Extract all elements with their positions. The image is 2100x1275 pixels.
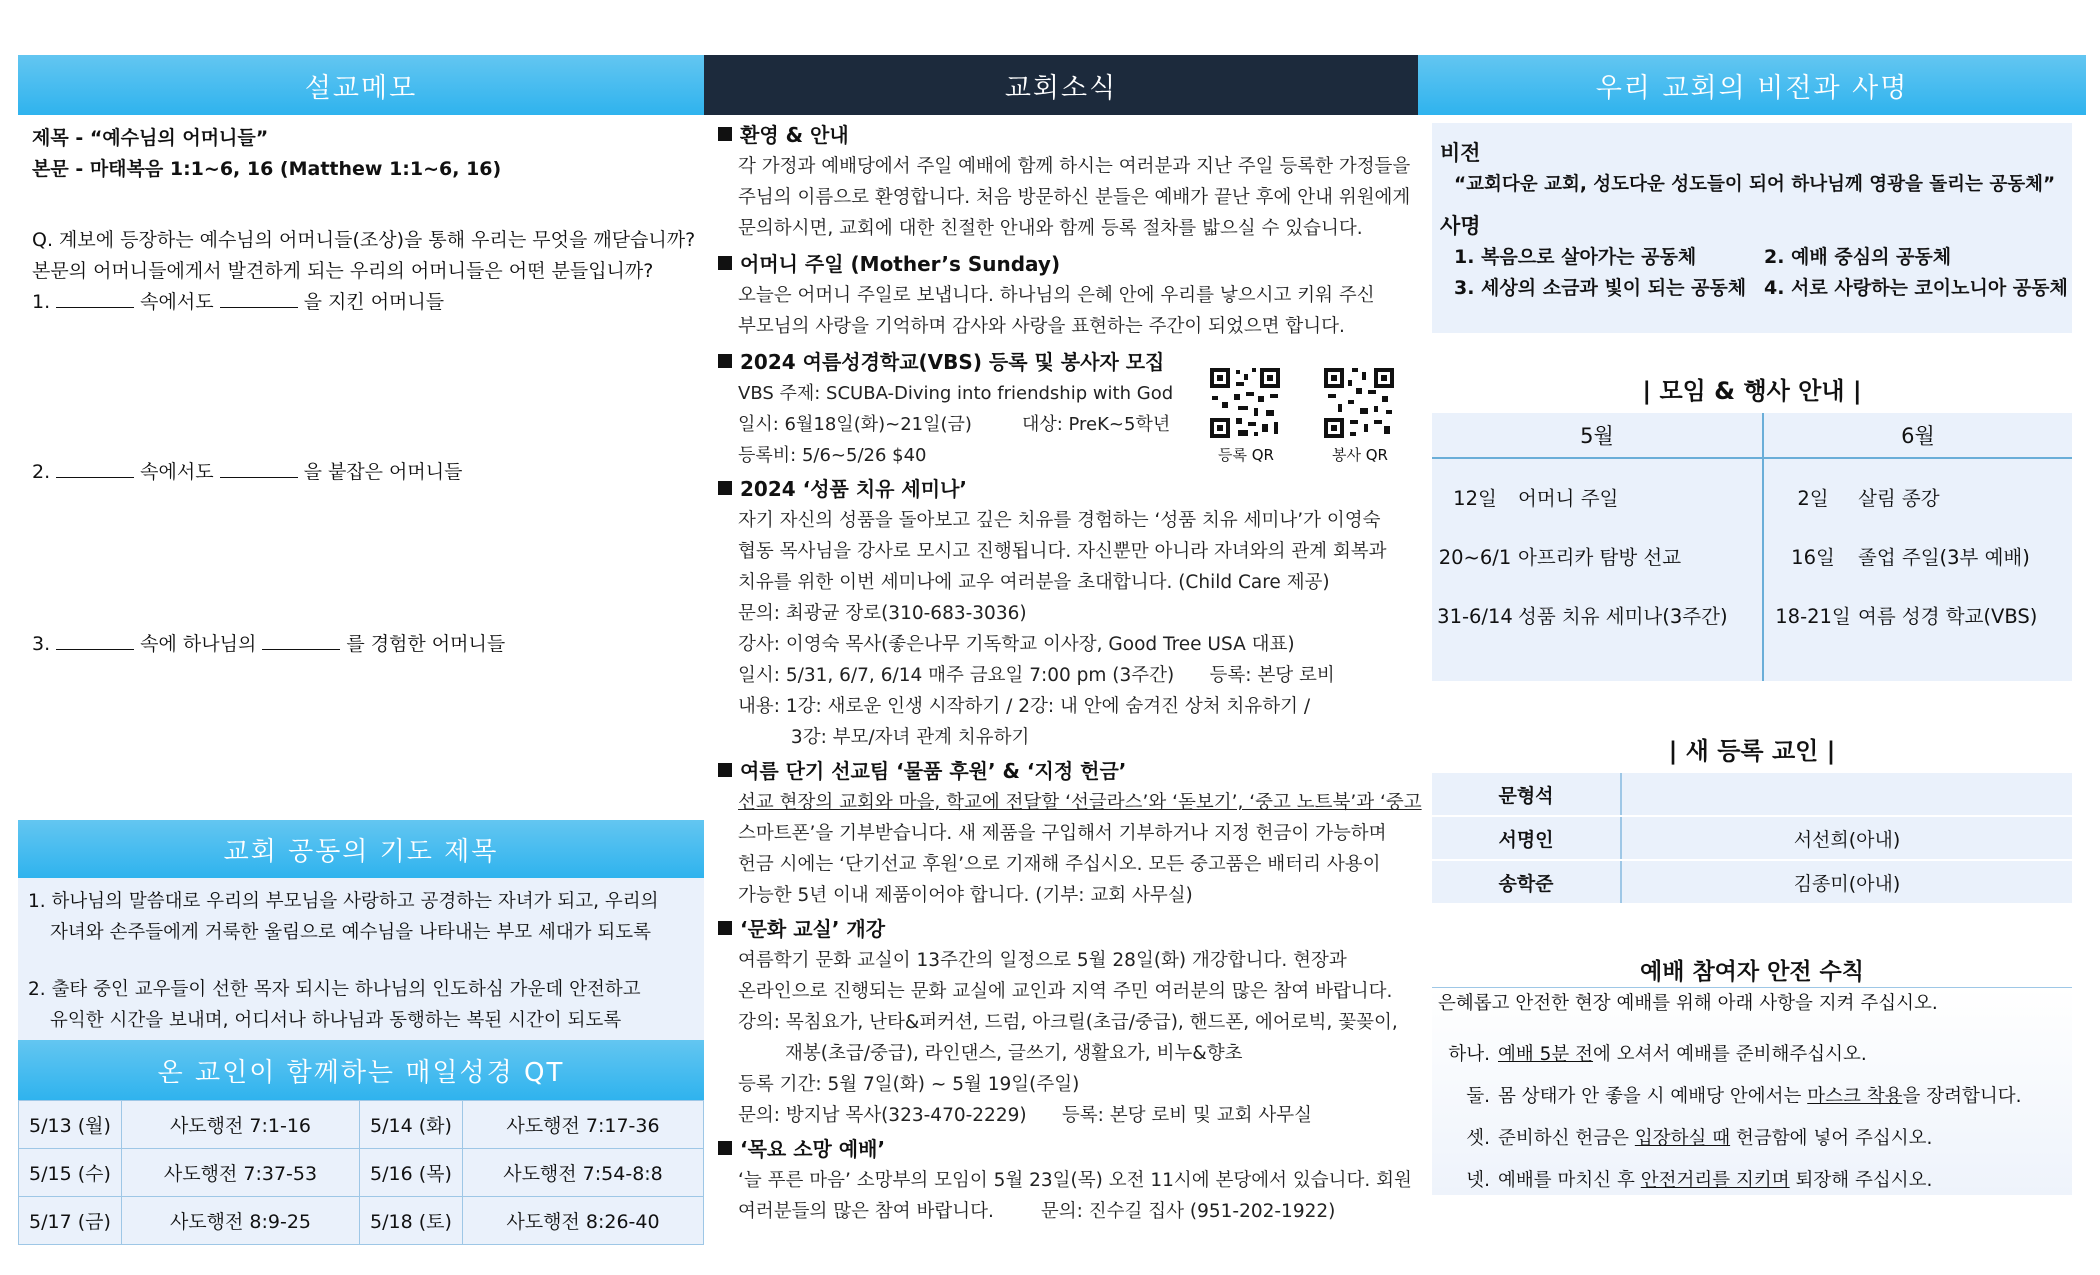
blank-line[interactable]: [262, 631, 340, 650]
qt-section: [18, 1040, 704, 1245]
events-title: | 모임 & 행사 안내 |: [1642, 377, 1862, 405]
blank-line[interactable]: [220, 289, 298, 308]
list-item: 2일 살림 종강: [1797, 487, 1940, 510]
table-row: 문형석: [1432, 773, 2072, 816]
blank-line[interactable]: [56, 459, 134, 478]
table-row: 송학준 김종미(아내): [1432, 860, 2072, 903]
table-row: 서명인 서선희(아내): [1432, 816, 2072, 860]
news-mission-title: 여름 단기 선교팀 ‘물품 후원’ & ‘지정 헌금’: [718, 755, 1418, 787]
list-item: 18-21일 여름 성경 학교(VBS): [1775, 605, 2038, 628]
sermon-item-3: 3. 속에 하나님의 를 경험한 어머니들: [32, 633, 506, 655]
vision-text: “교회다운 교회, 성도다운 성도들이 되어 하나님께 영광을 돌리는 공동체”: [1454, 174, 2056, 195]
qr-label-register: 등록 QR: [1218, 446, 1274, 464]
prayer-item-2: 2. 출타 중인 교우들이 선한 목자 되시는 하나님의 인도하심 가운데 안전하고 유익한 시간을 보내며, 어디서나 하나님과 동행하는 복된 시간이 되도록: [28, 979, 641, 1031]
members-title: | 새 등록 교인 |: [1668, 737, 1836, 765]
sermon-item-2: 2. 속에서도 을 붙잡은 어머니들: [32, 461, 463, 483]
mission-item: 1. 복음으로 살아가는 공동체: [1454, 246, 1697, 268]
members-table: [1432, 773, 2072, 903]
news-header: 교회소식: [704, 55, 1418, 115]
sermon-column: [18, 55, 704, 668]
sermon-item-1: 1. 속에서도 을 지킨 어머니들: [32, 291, 445, 313]
sermon-header: 설교메모: [18, 55, 704, 115]
list-item: 31-6/14 성품 치유 세미나(3주간): [1437, 605, 1728, 628]
sermon-text: 본문 - 마태복음 1:1~6, 16 (Matthew 1:1~6, 16): [32, 158, 502, 180]
news-seminar-title: 2024 ‘성품 치유 세미나’: [718, 473, 1418, 505]
safety-intro: 은혜롭고 안전한 현장 예배를 위해 아래 사항을 지켜 주십시오.: [1438, 993, 1938, 1014]
vision-column: [1418, 55, 2086, 1195]
news-welcome-title: 환영 & 안내: [718, 119, 1418, 151]
list-item: 20~6/1 아프리카 탐방 선교: [1438, 546, 1682, 569]
list-item: 16일 졸업 주일(3부 예배): [1791, 546, 2030, 569]
qr-label-volunteer: 봉사 QR: [1332, 446, 1388, 464]
qr-code-icon[interactable]: [1322, 366, 1396, 440]
sermon-question-1: Q. 계보에 등장하는 예수님의 어머니들(조상)을 통해 우리는 무엇을 깨닫습니까?: [32, 229, 696, 251]
list-item: 셋. 준비하신 헌금은 입장하실 때 헌금함에 넣어 주십시오.: [1466, 1128, 1933, 1149]
vision-header: 우리 교회의 비전과 사명: [1418, 55, 2086, 115]
qt-table: [18, 1100, 704, 1245]
events-table: [1432, 413, 2072, 681]
list-item: 넷. 예배를 마치신 후 안전거리를 지키며 퇴장해 주십시오.: [1466, 1170, 1933, 1191]
vision-label: 비전: [1440, 141, 1481, 165]
news-hope-title: ‘목요 소망 예배’: [718, 1133, 1418, 1165]
mission-label: 사명: [1440, 214, 1481, 238]
table-row: 5/17 (금) 사도행전 8:9-25 5/18 (토) 사도행전 8:26-40: [19, 1197, 704, 1245]
list-item: 둘. 몸 상태가 안 좋을 시 예배당 안에서는 마스크 착용을 장려합니다.: [1466, 1086, 2022, 1107]
mission-item: 3. 세상의 소금과 빛이 되는 공동체: [1454, 277, 1747, 299]
events-june-header: 6월: [1764, 413, 2072, 459]
news-mother-title: 어머니 주일 (Mother’s Sunday): [718, 248, 1418, 280]
list-item: 12일 어머니 주일: [1453, 487, 1619, 510]
blank-line[interactable]: [56, 289, 134, 308]
table-row: 5/13 (월) 사도행전 7:1-16 5/14 (화) 사도행전 7:17-36: [19, 1101, 704, 1149]
blank-line[interactable]: [56, 631, 134, 650]
news-column: 교회소식 환영 & 안내 각 가정과 예배당에서 주일 예배에 함께 하시는 여러분과 지난 주일 등록한 가정들을 주님의 이름으로 환영합니다. 처음 방문하신 분들은 예배가 끝난 후에 안내 위원에게 문의하시면, 교회에 대한 친절한 안내와 함께 등록 절차를 밟으실 수 있습니다. 어머니 주일 (Mother’s Sunday) 오늘은 어머니 주일로 보냅니다. 하나님의 은혜 안에 우리를 낳으시고 키워 주신 부모님의 사랑을 기억하며 감사와 사랑을 표현하는 주간이 되었으면 합니다. 2024 여름성경학교(VBS) 등록 및 봉사자 모집 VBS 주제: SCUBA-Diving into friendship with God 일시: 6월18일(화)~21일(금) 대상: PreK~5학년 등록비: 5/6~5/26 $40 등록 QR 봉사 QR 2024 ‘성품 치유 세미나’ 자기 자신의 성품을 돌아보고 깊은 치유를 경험하는 ‘성품 치유 세미나’가 이영숙 협동 목사님을 강사로 모시고 진행됩니다. 자신뿐만 아니라 자녀와의 관계 회복과 치유를 위한 이번 세미나에 교우 여러분을 초대합니다. (Child Care 제공) 문의: 최광균 장로(310-683-3036) 강사: 이영숙 목사(좋은나무 기독학교 이사장, Good Tree USA 대표) 일시: 5/31, 6/7, 6/14 매주 금요일 7:00 pm (3주간) 등록: 본당 로비 내용: 1강: 새로운 인생 시작하기 / 2강: 내 안에 숨겨진 상처 치유하기 / 3강: 부모/자녀 관계 치유하기 여름 단기 선교팀 ‘물품 후원’ & ‘지정 헌금’ 선교 현장의 교회와 마을, 학교에 전달할 ‘선글라스’와 ‘돋보기’, ‘중고 노트북’과 ‘중고 스마트폰’을 기부받습니다. 새 제품을 구입해서 기부하거나 지정 헌금이 가능하며 헌금 시에는 ‘단기선교 후원’으로 기재해 주십시오. 모든 중고품은 배터리 사용이 가능한 5년 이내 제품이어야 합니다. (기부: 교회 사무실) ‘문화 교실’ 개강 여름학기 문화 교실이 13주간의 일정으로 5월 28일(화) 개강합니다. 현장과 온라인으로 진행되는 문화 교실에 교인과 지역 주민 여러분의 많은 참여 바랍니다. 강의: 목침요가, 난타&퍼커션, 드럼, 아크릴(초급/중급), 핸드폰, 에어로빅, 꽃꽂이, 재봉(초급/중급), 라인댄스, 글쓰기, 생활요가, 비누&향초 등록 기간: 5월 7일(화) ~ 5월 19일(주일) 문의: 방지남 목사(323-470-2229) 등록: 본당 로비 및 교회 사무실 ‘목요 소망 예배’ ‘늘 푸른 마음’ 소망부의 모임이 5월 23일(목) 오전 11시에 본당에서 있습니다. 회원 여러분들의 많은 참여 바랍니다. 문의: 진수길 집사 (951-202-1922): [704, 55, 1418, 1227]
blank-line[interactable]: [220, 459, 298, 478]
qt-header: 온 교인이 함께하는 매일성경 QT: [18, 1040, 704, 1100]
table-row: 5/15 (수) 사도행전 7:37-53 5/16 (목) 사도행전 7:54-8:8: [19, 1149, 704, 1197]
prayer-section: [18, 820, 704, 1044]
prayer-item-1: 1. 하나님의 말씀대로 우리의 부모님을 사랑하고 공경하는 자녀가 되고, 우리의 자녀와 손주들에게 거룩한 울림으로 예수님을 나타내는 부모 세대가 되도록: [28, 891, 659, 943]
mission-item: 2. 예배 중심의 공동체: [1764, 246, 1952, 268]
news-vbs-title: 2024 여름성경학교(VBS) 등록 및 봉사자 모집: [718, 346, 1418, 378]
safety-title: 예배 참여자 안전 수칙: [1640, 959, 1864, 985]
qr-code-icon[interactable]: [1208, 366, 1282, 440]
sermon-question-2: 본문의 어머니들에게서 발견하게 되는 우리의 어머니들은 어떤 분들입니까?: [32, 260, 654, 282]
news-culture-title: ‘문화 교실’ 개강: [718, 913, 1418, 945]
sermon-title: 제목 - “예수님의 어머니들”: [32, 127, 269, 149]
list-item: 하나. 예배 5분 전에 오셔서 예배를 준비해주십시오.: [1448, 1044, 1867, 1065]
mission-item: 4. 서로 사랑하는 코이노니아 공동체: [1764, 277, 2068, 299]
events-may-header: 5월: [1432, 413, 1762, 459]
prayer-header: 교회 공동의 기도 제목: [18, 820, 704, 878]
